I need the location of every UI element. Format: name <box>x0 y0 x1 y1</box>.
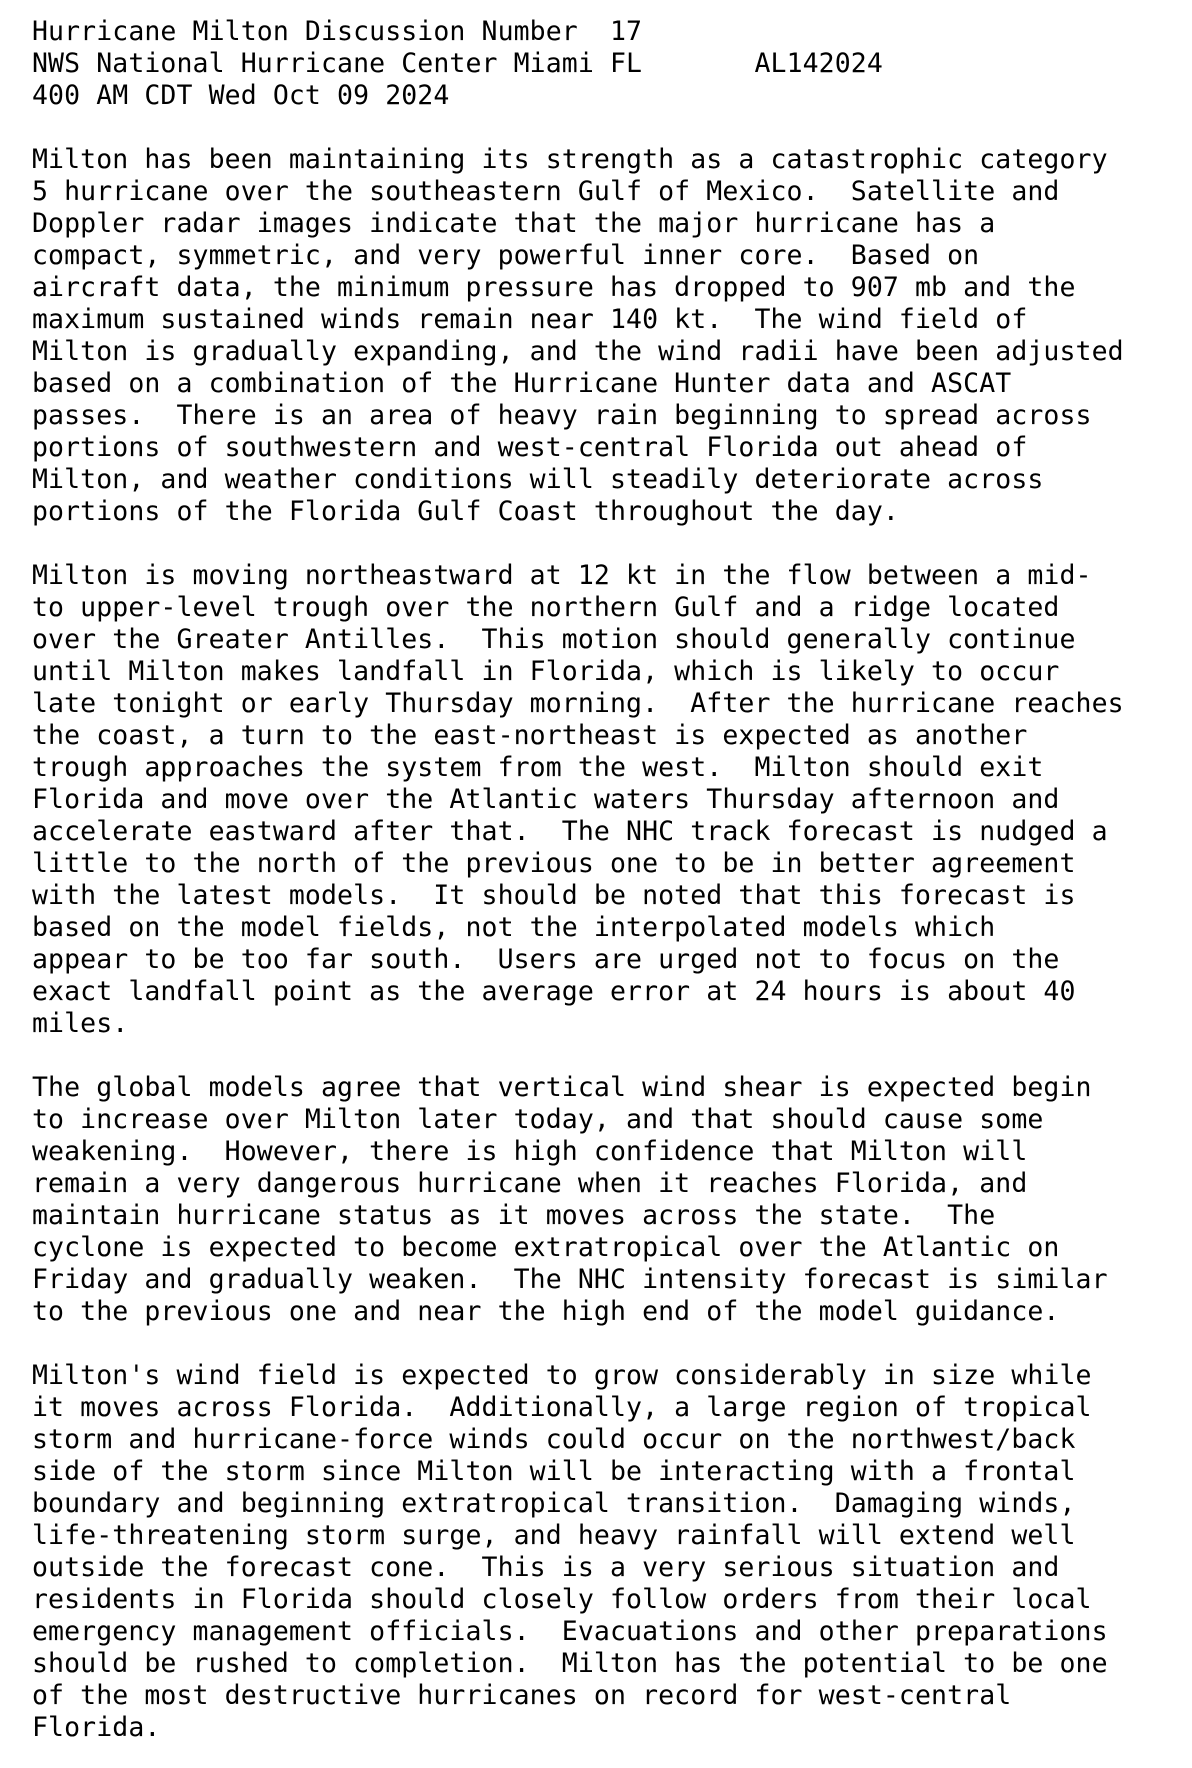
paragraph-gap <box>32 528 1182 560</box>
paragraph-line: over the Greater Antilles. This motion should generally continue <box>32 624 1076 655</box>
paragraph-line: Milton is moving northeastward at 12 kt in the flow between a mid- <box>32 560 1092 591</box>
paragraph-line: little to the north of the previous one to be in better agreement <box>32 848 1076 879</box>
paragraph-line: storm and hurricane-force winds could occur on the northwest/back <box>32 1424 1076 1455</box>
paragraph-gap <box>32 112 1182 144</box>
discussion-paragraph <box>32 144 1182 528</box>
discussion-paragraph <box>32 1360 1182 1744</box>
discussion-title: Hurricane Milton Discussion Number 17 <box>32 16 643 47</box>
paragraph-line: portions of the Florida Gulf Coast throughout the day. <box>32 496 899 527</box>
paragraph-line: Doppler radar images indicate that the major hurricane has a <box>32 208 996 239</box>
discussion-paragraph <box>32 1072 1182 1328</box>
paragraph-line: weakening. However, there is high confidence that Milton will <box>32 1136 1028 1167</box>
office-name: NWS National Hurricane Center Miami FL <box>32 48 643 79</box>
discussion-document <box>32 16 1182 1744</box>
paragraph-line: Florida and move over the Atlantic waters Thursday afternoon and <box>32 784 1060 815</box>
paragraph-line: passes. There is an area of heavy rain beginning to spread across <box>32 400 1092 431</box>
paragraph-line: miles. <box>32 1008 129 1039</box>
paragraph-line: until Milton makes landfall in Florida, which is likely to occur <box>32 656 1060 687</box>
paragraph-gap <box>32 1328 1182 1360</box>
paragraph-line: Milton is gradually expanding, and the wind radii have been adjusted <box>32 336 1124 367</box>
paragraph-line: portions of southwestern and west-central Florida out ahead of <box>32 432 1028 463</box>
paragraph-line: to increase over Milton later today, and that should cause some <box>32 1104 1044 1135</box>
paragraph-line: Florida. <box>32 1712 161 1743</box>
paragraph-line: life-threatening storm surge, and heavy rainfall will extend well <box>32 1520 1076 1551</box>
paragraph-line: based on a combination of the Hurricane Hunter data and ASCAT <box>32 368 1012 399</box>
paragraph-line: side of the storm since Milton will be interacting with a frontal <box>32 1456 1076 1487</box>
paragraph-line: remain a very dangerous hurricane when it reaches Florida, and <box>32 1168 1028 1199</box>
paragraph-line: boundary and beginning extratropical transition. Damaging winds, <box>32 1488 1076 1519</box>
paragraph-line: aircraft data, the minimum pressure has dropped to 907 mb and the <box>32 272 1076 303</box>
paragraph-line: it moves across Florida. Additionally, a large region of tropical <box>32 1392 1092 1423</box>
paragraph-line: to upper-level trough over the northern Gulf and a ridge located <box>32 592 1060 623</box>
storm-id: AL142024 <box>754 48 883 79</box>
paragraph-line: to the previous one and near the high end of the model guidance. <box>32 1296 1060 1327</box>
paragraph-line: based on the model fields, not the interpolated models which <box>32 912 996 943</box>
paragraph-gap <box>32 1040 1182 1072</box>
paragraph-line: should be rushed to completion. Milton has the potential to be one <box>32 1648 1108 1679</box>
discussion-paragraph <box>32 560 1182 1040</box>
paragraph-line: late tonight or early Thursday morning. After the hurricane reaches <box>32 688 1124 719</box>
paragraph-line: maximum sustained winds remain near 140 kt. The wind field of <box>32 304 1028 335</box>
paragraph-line: 5 hurricane over the southeastern Gulf of Mexico. Satellite and <box>32 176 1060 207</box>
paragraph-line: cyclone is expected to become extratropical over the Atlantic on <box>32 1232 1060 1263</box>
paragraph-line: Friday and gradually weaken. The NHC intensity forecast is similar <box>32 1264 1108 1295</box>
paragraph-line: The global models agree that vertical wind shear is expected begin <box>32 1072 1092 1103</box>
paragraph-line: Milton's wind field is expected to grow considerably in size while <box>32 1360 1092 1391</box>
paragraph-line: with the latest models. It should be noted that this forecast is <box>32 880 1076 911</box>
paragraph-line: emergency management officials. Evacuations and other preparations <box>32 1616 1108 1647</box>
office-spacer <box>642 48 754 79</box>
paragraph-line: maintain hurricane status as it moves across the state. The <box>32 1200 996 1231</box>
issued-time: 400 AM CDT Wed Oct 09 2024 <box>32 80 450 111</box>
paragraph-line: Milton, and weather conditions will steadily deteriorate across <box>32 464 1044 495</box>
paragraph-line: exact landfall point as the average error at 24 hours is about 40 <box>32 976 1076 1007</box>
paragraph-line: of the most destructive hurricanes on record for west-central <box>32 1680 1012 1711</box>
paragraph-line: accelerate eastward after that. The NHC track forecast is nudged a <box>32 816 1108 847</box>
paragraph-line: Milton has been maintaining its strength as a catastrophic category <box>32 144 1108 175</box>
paragraph-line: outside the forecast cone. This is a very serious situation and <box>32 1552 1060 1583</box>
paragraph-line: residents in Florida should closely follow orders from their local <box>32 1584 1092 1615</box>
office-line <box>32 48 1182 80</box>
paragraph-line: appear to be too far south. Users are urged not to focus on the <box>32 944 1060 975</box>
discussion-body <box>32 144 1182 1744</box>
paragraph-line: trough approaches the system from the west. Milton should exit <box>32 752 1044 783</box>
paragraph-line: compact, symmetric, and very powerful inner core. Based on <box>32 240 980 271</box>
paragraph-line: the coast, a turn to the east-northeast is expected as another <box>32 720 1028 751</box>
